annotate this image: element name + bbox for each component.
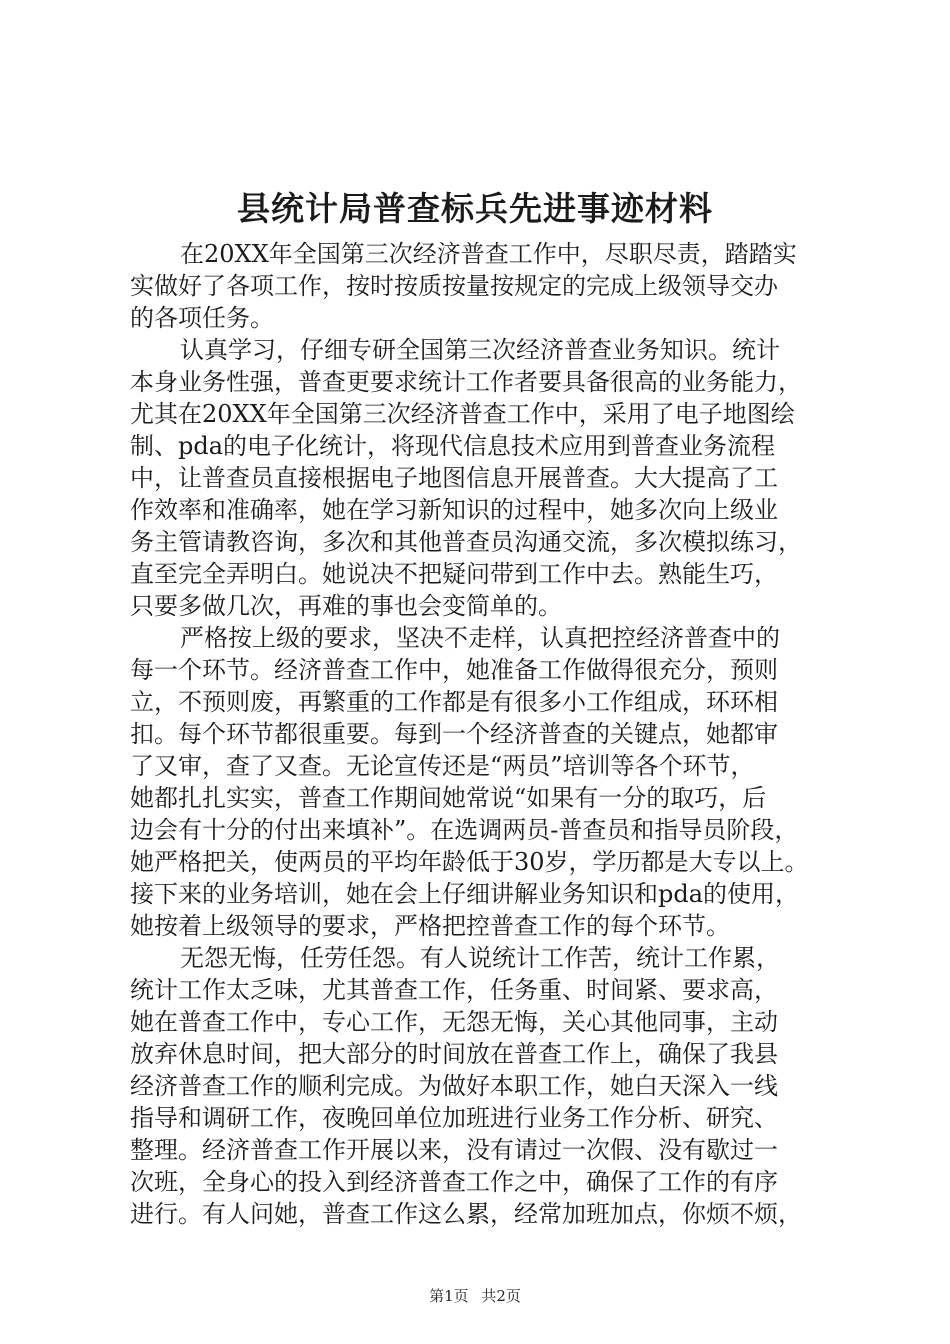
paragraph-2-line: 直至完全弄明白。她说决不把疑问带到工作中去。熟能生巧， bbox=[130, 560, 778, 588]
paragraph-3-line: 扣。每个环节都很重要。每到一个经济普查的关键点，她都审 bbox=[130, 720, 778, 748]
paragraph-1-line: 的各项任务。 bbox=[130, 304, 274, 332]
paragraph-3-line: 立，不预则废，再繁重的工作都是有很多小工作组成，环环相 bbox=[130, 688, 778, 716]
paragraph-2-line: 尤其在20XX年全国第三次经济普查工作中，采用了电子地图绘 bbox=[130, 400, 795, 428]
paragraph-2-line: 制、pda的电子化统计，将现代信息技术应用到普查业务流程 bbox=[130, 432, 776, 460]
paragraph-3-line: 了又审，查了又查。无论宣传还是“两员”培训等各个环节， bbox=[130, 752, 755, 780]
page-footer bbox=[0, 1286, 950, 1306]
paragraph-4-line: 无怨无悔，任劳任怨。有人说统计工作苦，统计工作累， bbox=[180, 944, 780, 972]
paragraph-4-line: 她在普查工作中，专心工作，无怨无悔，关心其他同事，主动 bbox=[130, 1008, 778, 1036]
paragraph-4-line: 统计工作太乏味，尤其普查工作，任务重、时间紧、要求高， bbox=[130, 976, 778, 1004]
paragraph-3-line: 接下来的业务培训，她在会上仔细讲解业务知识和pda的使用， bbox=[130, 880, 800, 908]
paragraph-2-line: 只要多做几次，再难的事也会变简单的。 bbox=[130, 592, 562, 620]
page-total: 共2页 bbox=[481, 1287, 521, 1305]
paragraph-1-line: 在20XX年全国第三次经济普查工作中，尽职尽责，踏踏实 bbox=[180, 240, 797, 268]
paragraph-3-line: 边会有十分的付出来填补”。在选调两员-普查员和指导员阶段， bbox=[130, 816, 799, 844]
paragraph-3-line: 严格按上级的要求，坚决不走样，认真把控经济普查中的 bbox=[180, 624, 780, 652]
paragraph-4-line: 指导和调研工作，夜晚回单位加班进行业务工作分析、研究、 bbox=[130, 1104, 778, 1132]
paragraph-4-line: 放弃休息时间，把大部分的时间放在普查工作上，确保了我县 bbox=[130, 1040, 778, 1068]
paragraph-2-line: 中，让普查员直接根据电子地图信息开展普查。大大提高了工 bbox=[130, 464, 778, 492]
paragraph-2-line: 作效率和准确率，她在学习新知识的过程中，她多次向上级业 bbox=[130, 496, 778, 524]
paragraph-2-line: 务主管请教咨询，多次和其他普查员沟通交流，多次模拟练习， bbox=[130, 528, 802, 556]
document-body bbox=[130, 238, 830, 1230]
paragraph-3-line: 她按着上级领导的要求，严格把控普查工作的每个环节。 bbox=[130, 912, 730, 940]
document-title: 县统计局普查标兵先进事迹材料 bbox=[237, 189, 713, 228]
page-number: 第1页 bbox=[429, 1287, 469, 1305]
paragraph-4-line: 进行。有人问她，普查工作这么累，经常加班加点，你烦不烦， bbox=[130, 1200, 802, 1228]
paragraph-4-line: 次班，全身心的投入到经济普查工作之中，确保了工作的有序 bbox=[130, 1168, 778, 1196]
paragraph-2-line: 认真学习，仔细专研全国第三次经济普查业务知识。统计 bbox=[180, 336, 780, 364]
paragraph-3-line: 每一个环节。经济普查工作中，她准备工作做得很充分，预则 bbox=[130, 656, 778, 684]
paragraph-4-line: 整理。经济普查工作开展以来，没有请过一次假、没有歇过一 bbox=[130, 1136, 778, 1164]
paragraph-1-line: 实做好了各项工作，按时按质按量按规定的完成上级领导交办 bbox=[130, 272, 778, 300]
paragraph-2-line: 本身业务性强，普查更要求统计工作者要具备很高的业务能力， bbox=[130, 368, 802, 396]
paragraph-3-line: 她都扎扎实实，普查工作期间她常说“如果有一分的取巧，后 bbox=[130, 784, 767, 812]
paragraph-3-line: 她严格把关，使两员的平均年龄低于30岁，学历都是大专以上。 bbox=[130, 848, 809, 876]
paragraph-4-line: 经济普查工作的顺利完成。为做好本职工作，她白天深入一线 bbox=[130, 1072, 778, 1100]
